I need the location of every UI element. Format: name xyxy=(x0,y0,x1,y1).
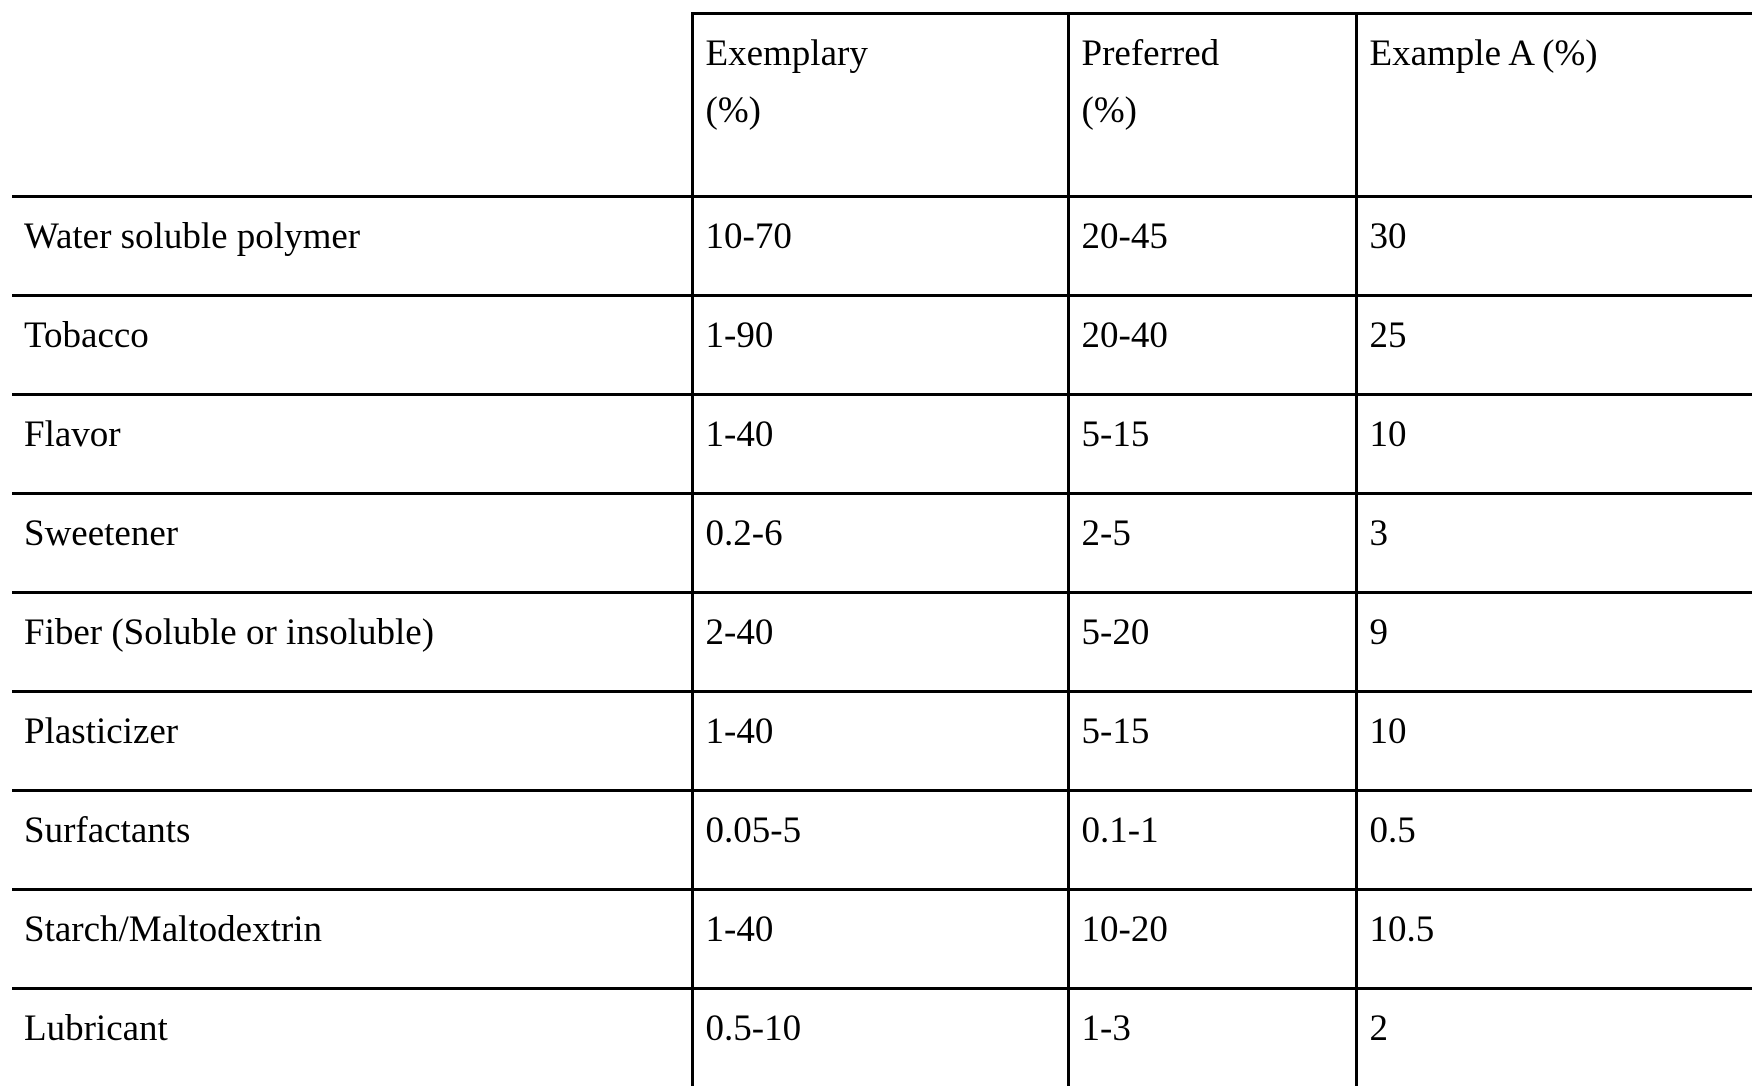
row-exemplary: 2-40 xyxy=(692,593,1068,692)
row-exemplary: 1-90 xyxy=(692,296,1068,395)
row-preferred: 5-15 xyxy=(1068,692,1356,791)
table-row xyxy=(12,989,1752,1086)
table-header-row xyxy=(12,14,1752,197)
table-header-exemplary-line2: (%) xyxy=(706,82,1059,139)
row-label: Tobacco xyxy=(12,296,692,395)
row-example-a: 10 xyxy=(1356,692,1752,791)
table-row xyxy=(12,791,1752,890)
table-row xyxy=(12,395,1752,494)
row-preferred: 20-45 xyxy=(1068,197,1356,296)
table-header-preferred-line1: Preferred xyxy=(1082,33,1220,74)
table-row xyxy=(12,296,1752,395)
composition-table xyxy=(12,12,1752,1086)
table-header-preferred xyxy=(1068,14,1356,197)
row-label: Water soluble polymer xyxy=(12,197,692,296)
row-label: Surfactants xyxy=(12,791,692,890)
row-label: Flavor xyxy=(12,395,692,494)
table-row xyxy=(12,593,1752,692)
row-preferred: 5-15 xyxy=(1068,395,1356,494)
row-preferred: 0.1-1 xyxy=(1068,791,1356,890)
table-row xyxy=(12,494,1752,593)
row-label: Starch/Maltodextrin xyxy=(12,890,692,989)
table-row xyxy=(12,197,1752,296)
row-preferred: 10-20 xyxy=(1068,890,1356,989)
table-row xyxy=(12,692,1752,791)
table-header-corner xyxy=(12,14,692,197)
row-exemplary: 0.05-5 xyxy=(692,791,1068,890)
row-preferred: 5-20 xyxy=(1068,593,1356,692)
row-label: Fiber (Soluble or insoluble) xyxy=(12,593,692,692)
table-header-exemplary-line1: Exemplary xyxy=(706,33,868,74)
table-header-preferred-line2: (%) xyxy=(1082,82,1347,139)
row-preferred: 2-5 xyxy=(1068,494,1356,593)
row-label: Plasticizer xyxy=(12,692,692,791)
table-row xyxy=(12,890,1752,989)
row-label: Lubricant xyxy=(12,989,692,1086)
row-exemplary: 1-40 xyxy=(692,395,1068,494)
row-preferred: 20-40 xyxy=(1068,296,1356,395)
row-example-a: 10.5 xyxy=(1356,890,1752,989)
row-example-a: 3 xyxy=(1356,494,1752,593)
row-preferred: 1-3 xyxy=(1068,989,1356,1086)
row-example-a: 0.5 xyxy=(1356,791,1752,890)
row-example-a: 9 xyxy=(1356,593,1752,692)
row-example-a: 2 xyxy=(1356,989,1752,1086)
table-header-exemplary xyxy=(692,14,1068,197)
table-header-example-a xyxy=(1356,14,1752,197)
row-example-a: 25 xyxy=(1356,296,1752,395)
row-exemplary: 1-40 xyxy=(692,890,1068,989)
row-label: Sweetener xyxy=(12,494,692,593)
row-example-a: 30 xyxy=(1356,197,1752,296)
row-exemplary: 0.5-10 xyxy=(692,989,1068,1086)
row-example-a: 10 xyxy=(1356,395,1752,494)
table-header-example-a-line1: Example A (%) xyxy=(1370,33,1598,74)
row-exemplary: 0.2-6 xyxy=(692,494,1068,593)
row-exemplary: 1-40 xyxy=(692,692,1068,791)
row-exemplary: 10-70 xyxy=(692,197,1068,296)
